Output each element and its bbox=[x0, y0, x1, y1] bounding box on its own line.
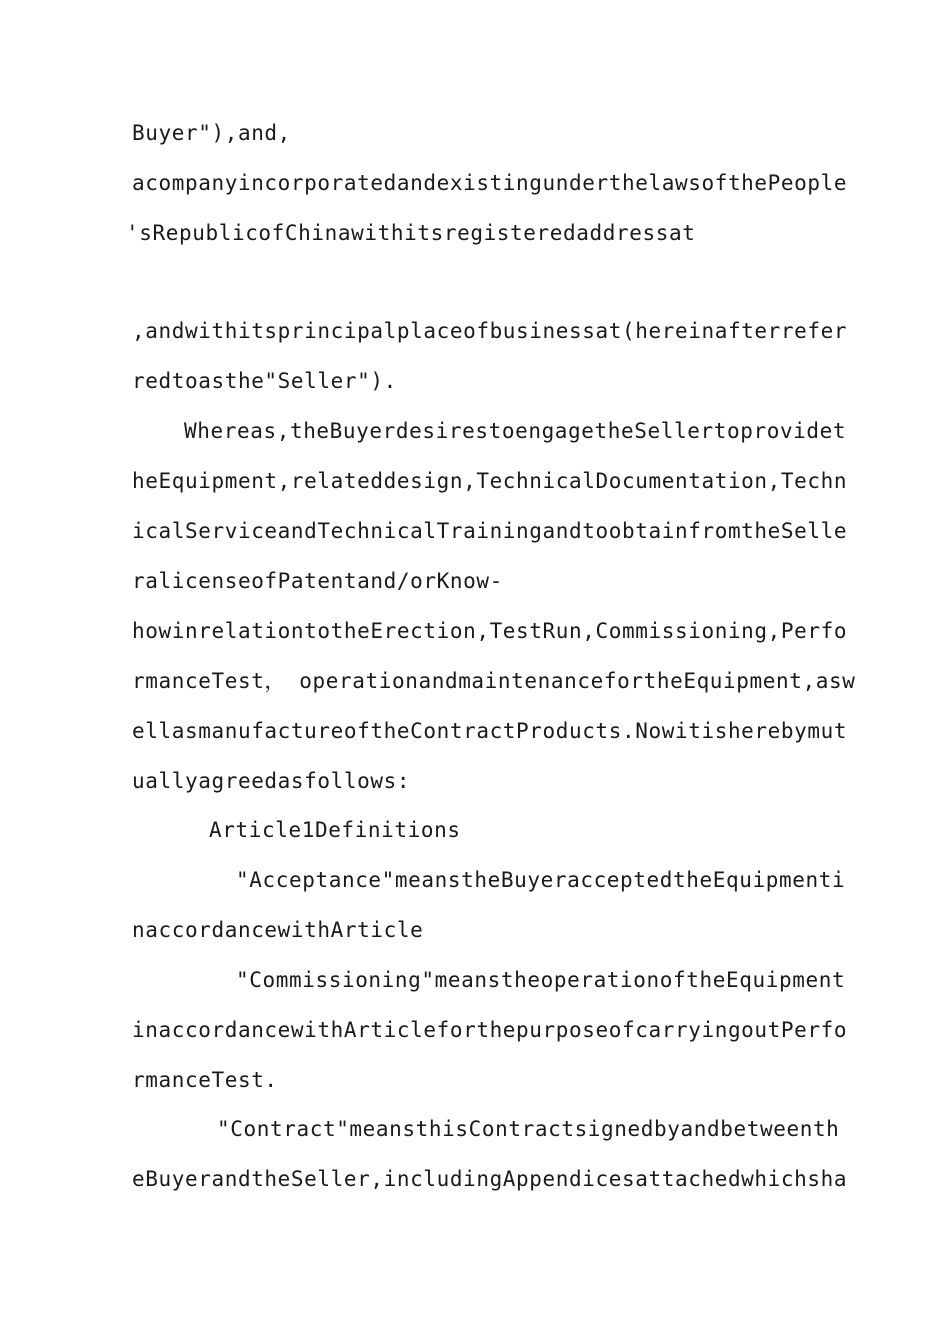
text-line-21: eBuyerandtheSeller,includingAppendicesattachedwhichsha bbox=[132, 1167, 848, 1191]
text-line-10: howinrelationtotheErection,TestRun,Commissioning,Perfo bbox=[132, 619, 848, 643]
text-line-20: "Contract"meansthisContractsignedbyandbetweenth bbox=[217, 1117, 840, 1141]
text-line-3: 'sRepublicofChinawithitsregisteredaddressat bbox=[126, 221, 696, 245]
text-line-1: Buyer"),and, bbox=[132, 121, 291, 145]
text-line-9: ralicenseofPatentand/orKnow- bbox=[132, 569, 503, 593]
text-line-5: redtoasthe"Seller"). bbox=[132, 369, 397, 393]
text-line-4: ,andwithitsprincipalplaceofbusinessat(hereinafterrefer bbox=[132, 319, 848, 343]
text-line-19: rmanceTest. bbox=[132, 1068, 278, 1092]
text-line-12: ellasmanufactureoftheContractProducts.Nowitisherebymut bbox=[132, 719, 848, 743]
text-line-8: icalServiceandTechnicalTrainingandtoobtainfromtheSelle bbox=[132, 519, 848, 543]
text-line-6: Whereas,theBuyerdesirestoengagetheSellertoprovidet bbox=[184, 419, 847, 443]
text-line-18: inaccordancewithArticleforthepurposeofcarryingoutPerfo bbox=[132, 1018, 848, 1042]
text-line-17: "Commissioning"meanstheoperationoftheEquipment bbox=[236, 968, 846, 992]
article-heading: Article1Definitions bbox=[209, 818, 461, 842]
text-line-2: acompanyincorporatedandexistingunderthelawsofthePeople bbox=[132, 171, 848, 195]
text-line-16: naccordancewithArticle bbox=[132, 918, 424, 942]
text-line-11: rmanceTest， operationandmaintenancefortheEquipment,asw bbox=[132, 669, 856, 693]
text-line-7: heEquipment,relateddesign,TechnicalDocumentation,Techn bbox=[132, 469, 848, 493]
text-line-15: "Acceptance"meanstheBuyeracceptedtheEquipmenti bbox=[236, 868, 846, 892]
text-line-13: uallyagreedasfollows: bbox=[132, 769, 411, 793]
